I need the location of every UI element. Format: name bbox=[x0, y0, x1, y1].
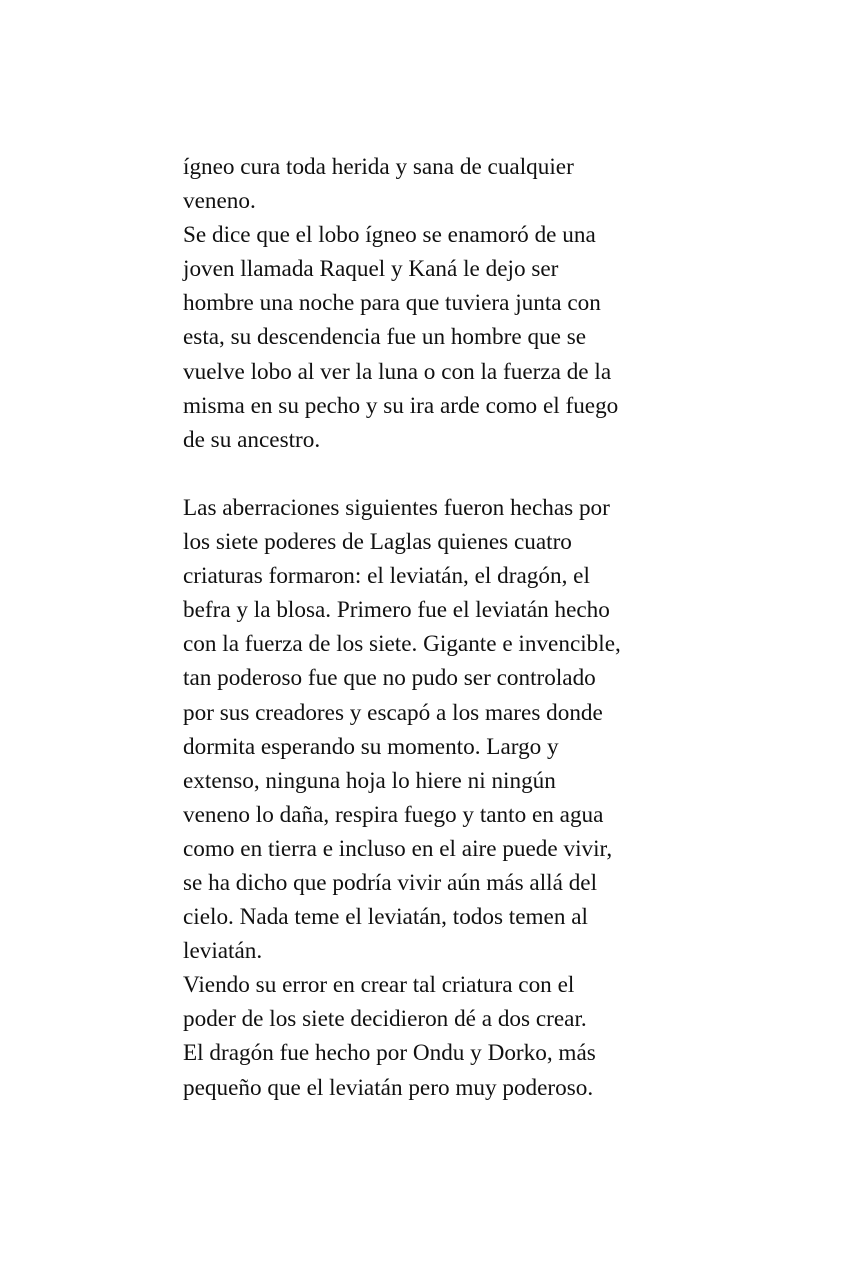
text-line: El dragón fue hecho por Ondu y Dorko, más bbox=[183, 1040, 596, 1067]
text-line: misma en su pecho y su ira arde como el fuego bbox=[183, 392, 619, 419]
text-line: tan poderoso fue que no pudo ser controlado bbox=[183, 665, 596, 692]
text-line: joven llamada Raquel y Kaná le dejo ser bbox=[183, 256, 559, 283]
paragraph-1 bbox=[183, 150, 703, 218]
text-line: Las aberraciones siguientes fueron hechas por bbox=[183, 494, 610, 521]
text-line: leviatán. bbox=[183, 938, 263, 965]
text-line: Viendo su error en crear tal criatura con el bbox=[183, 972, 575, 999]
text-line: hombre una noche para que tuviera junta con bbox=[183, 290, 601, 317]
text-line: veneno lo daña, respira fuego y tanto en agua bbox=[183, 801, 604, 828]
text-line: se ha dicho que podría vivir aún más allá del bbox=[183, 869, 598, 896]
text-line: befra y la blosa. Primero fue el leviatán hecho bbox=[183, 597, 610, 624]
text-line: poder de los siete decidieron dé a dos crear. bbox=[183, 1006, 587, 1033]
text-line: pequeño que el leviatán pero muy poderoso. bbox=[183, 1074, 594, 1101]
text-line: ígneo cura toda herida y sana de cualquier bbox=[183, 154, 574, 180]
paragraph-spacer bbox=[183, 457, 703, 491]
text-line: por sus creadores y escapó a los mares donde bbox=[183, 699, 603, 726]
text-line: como en tierra e incluso en el aire puede vivir, bbox=[183, 835, 613, 862]
text-line: veneno. bbox=[183, 188, 256, 215]
text-line: esta, su descendencia fue un hombre que se bbox=[183, 324, 587, 351]
text-line: extenso, ninguna hoja lo hiere ni ningún bbox=[183, 767, 556, 794]
text-line: los siete poderes de Laglas quienes cuatro bbox=[183, 529, 572, 556]
text-line: dormita esperando su momento. Largo y bbox=[183, 733, 559, 760]
text-line: con la fuerza de los siete. Gigante e invencible, bbox=[183, 631, 621, 658]
text-line: vuelve lobo al ver la luna o con la fuerza de la bbox=[183, 358, 612, 385]
paragraph-5 bbox=[183, 1036, 703, 1104]
text-line: criaturas formaron: el leviatán, el dragón, el bbox=[183, 563, 590, 590]
text-line: cielo. Nada teme el leviatán, todos temen al bbox=[183, 904, 588, 931]
paragraph-2 bbox=[183, 218, 703, 457]
body-text bbox=[183, 150, 703, 1105]
paragraph-3 bbox=[183, 491, 703, 968]
text-line: de su ancestro. bbox=[183, 426, 321, 453]
text-line: Se dice que el lobo ígneo se enamoró de una bbox=[183, 222, 596, 249]
paragraph-4 bbox=[183, 968, 703, 1036]
